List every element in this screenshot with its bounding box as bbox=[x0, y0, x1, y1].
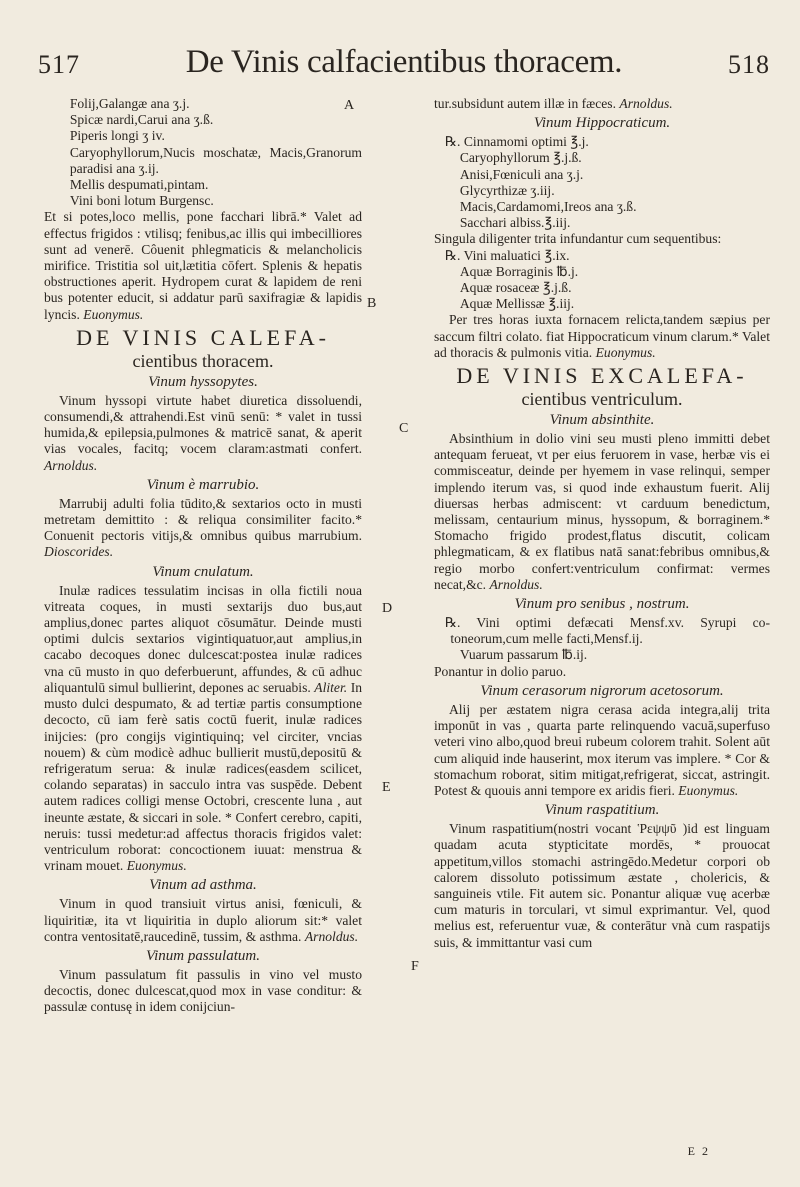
paragraph: Singula diligenter trita infundantur cum sequentibus: bbox=[434, 231, 722, 247]
paragraph-text: tur.subsidunt autem illæ in fæces. bbox=[434, 96, 616, 111]
section-subtitle: cientibus thoracem. bbox=[132, 350, 274, 371]
author-citation: Aliter. bbox=[314, 679, 348, 695]
recipe-line: Folij,Galangæ ana ʒ.j. bbox=[69, 96, 190, 111]
paragraph-text: Alij per æstatem nigra cerasa acida integra,alij trita imponūt in vas , quarta parte relinquendo vacuā,superfuso veteri vino albo,quod breui rubeum colorem trahit. Solent aūt cum aliquid inde hauserint, mox iterum vas implere. * Cor & stomachum roborat, sitim mitigat,refrigerat, siccat, astringit. Potest & quouis anni tempore ex aridis fieri. bbox=[434, 701, 770, 798]
paragraph-text: Vinum in quod transiuit virtus anisi, fœniculi, & liquiritiæ, ita vt liquiritia in duplo aliorum sit:* valet contra ventositatē,raucedinē, tussim, & asthma. bbox=[44, 896, 362, 944]
recipe-heading: Vinum hyssopytes. bbox=[148, 373, 258, 390]
margin-letter-c: C bbox=[399, 421, 409, 436]
author-citation: Arnoldus. bbox=[489, 576, 543, 592]
right-column bbox=[434, 96, 770, 951]
recipe-heading: Vinum cnulatum. bbox=[152, 563, 254, 580]
author-citation: Euonymus. bbox=[678, 782, 739, 798]
author-citation: Arnoldus. bbox=[304, 928, 359, 944]
recipe-line: ℞. Vini maluatici ℥.ix. bbox=[444, 247, 570, 263]
paragraph: Vinum raspatitium(nostri vocant Ῥεψψῦ )id est linguam quadam acuta stypticitate mordēs, * prouocat appetitum,villos stomachi astringēdo.Medetur corpori ob calorem dissoluto potissimum æstate , cholericis, & sanguineis vtile. Fit autem sic. Ponantur aliquæ vuę acerbæ cum maturis in torculari, vt simul exprimantur. Vel, quod melius est, referuentur vuæ, & conterātur vnà cum raspatijs suis, & immittantur vasi cum bbox=[434, 821, 770, 950]
author-citation: Euonymus. bbox=[83, 306, 144, 322]
paragraph: Ponantur in dolio paruo. bbox=[434, 663, 567, 679]
recipe-line: Sacchari albiss.℥.iij. bbox=[459, 215, 571, 231]
paragraph bbox=[434, 702, 770, 799]
paragraph bbox=[44, 209, 362, 322]
page-number-left: 517 bbox=[38, 50, 80, 79]
recipe-line: ℞. Cinnamomi optimi ℥.j. bbox=[444, 134, 589, 150]
author-citation: Dioscorides. bbox=[44, 544, 114, 560]
recipe-heading: Vinum pro senibus , nostrum. bbox=[514, 596, 690, 613]
recipe-heading: Vinum raspatitium. bbox=[544, 802, 660, 819]
paragraph bbox=[434, 96, 770, 112]
recipe-line: Caryophyllorum ℥.j.ß. bbox=[459, 150, 582, 166]
author-citation: Euonymus. bbox=[595, 344, 656, 360]
recipe-line: Aquæ Borraginis ℔.j. bbox=[459, 263, 579, 279]
paragraph-text: Per tres horas iuxta fornacem relicta,tandem sæpius per saccum filtri colato. fiat Hippocraticum vinum clarum.* Valet ad thoracis & pulmonis vitia. bbox=[434, 312, 770, 360]
recipe-line: Mellis despumati,pintam. bbox=[69, 177, 209, 193]
recipe-line: Glycyrthizæ ʒ.iij. bbox=[459, 182, 555, 198]
paragraph bbox=[44, 393, 362, 474]
section-title: DE VINIS CALEFA- bbox=[76, 324, 330, 350]
paragraph bbox=[44, 896, 362, 945]
recipe-line: Caryophyllorum,Nucis moschatæ, Macis,Granorum paradisi ana ʒ.ij. bbox=[69, 144, 362, 176]
recipe-heading: Vinum Hippocraticum. bbox=[533, 115, 671, 132]
recipe-line: Aquæ rosaceæ ℥.j.ß. bbox=[459, 280, 572, 296]
recipe-line: Anisi,Fœniculi ana ʒ.j. bbox=[459, 166, 584, 182]
page-header bbox=[38, 44, 770, 94]
author-citation: Euonymus. bbox=[126, 858, 187, 874]
author-citation: Arnoldus. bbox=[44, 457, 98, 473]
paragraph-text: Absinthium in dolio vini seu musti pleno immitti debet antequam ferueat, vt per eius feruorem in vase, herbæ vis ei commisceatur, deinde per hyemem in vase relinqui, semper implendo iterum vas, si quod inde exhaustum fuerit. Alij diuersas herbas admiscent: vt carduum benedictum, melissam, centaurium minus, hyssopum, & borraginem.* Stomacho frigido prodest,flatus discutit, colicam phlegmaticam, & ex flatibus natā sanat:febribus omnibus,& regio morbo confert:ventriculum confirmat: vermes necat,&c. bbox=[434, 431, 770, 592]
margin-letter-b: B bbox=[367, 296, 377, 311]
margin-letter-e: E bbox=[382, 780, 391, 795]
recipe-heading: Vinum cerasorum nigrorum acetosorum. bbox=[480, 682, 724, 699]
running-title: De Vinis calfacientibus thoracem. bbox=[185, 44, 623, 80]
recipe-line: ℞. Vini optimi defæcati Mensf.xv. Syrupi co-toneorum,cum melle facti,Mensf.ij. bbox=[444, 615, 770, 647]
paragraph bbox=[434, 312, 770, 361]
paragraph-text: Et si potes,loco mellis, pone facchari librā.* Valet ad effectus frigidos : vtilisq; fenibus,ac illis qui imbecilliores sunt ad venerē. Côuenit phlegmaticis & melancholicis mirifice. Tristitia sol uit,lætitia cōfert. Splenis & hepatis obstructiones aperit. Hydropem curat & lapidem de reni bus potenter educit, si addatur parū saxifragiæ & lapidis lyncis. bbox=[44, 209, 362, 322]
recipe-line: Vini boni lotum Burgensc. bbox=[69, 193, 214, 209]
recipe-heading: Vinum è marrubio. bbox=[146, 476, 260, 493]
author-citation: Arnoldus. bbox=[619, 96, 673, 111]
paragraph-text: Marrubij adulti folia tūdito,& sextarios octo in musti metretam demittito : & reliqua consimiliter facito.* Conuenit pectoris vitijs,& omnibus quibus marrubium. bbox=[44, 495, 362, 544]
recipe-heading: Vinum absinthite. bbox=[549, 412, 655, 429]
recipe-line: Piperis longi ʒ iv. bbox=[69, 128, 165, 144]
recipe-heading: Vinum passulatum. bbox=[146, 947, 260, 964]
paragraph bbox=[44, 583, 362, 875]
recipe-line: Vuarum passarum ℔.ij. bbox=[459, 647, 588, 663]
left-column bbox=[44, 96, 362, 1016]
section-subtitle: cientibus ventriculum. bbox=[521, 389, 683, 410]
margin-letter-f: F bbox=[411, 959, 419, 974]
section-title: DE VINIS EXCALEFA- bbox=[456, 363, 748, 389]
paragraph: Vinum passulatum fit passulis in vino vel musto decoctis, donec dulcescat,quod mox in vase conditur: & passulæ contusę in idem conijciun- bbox=[44, 966, 362, 1015]
page-number-right: 518 bbox=[728, 50, 770, 79]
paragraph-text: Inulæ radices tessulatim incisas in olla fictili noua vitreata coques, in musti sextarijs duo bus,aut amplius,donec partes aliquot cōsumātur. Deinde musti optimi dulcis sextarios vigintiquatuor,aut amplius,in cacabo decoques donec dulcescat:postea inulæ radices vna cū musto in quo deferbuerunt, affundes, & cū adhuc aliquantulū simul bullierint, depones ac seruabis. bbox=[44, 582, 362, 695]
paragraph-text: In musto dulci despumato, & ad tertiæ partis consumptione decocto, cū iam ferè satis coctū fuerit, inulæ radices inijcies: (pro congijs vigintiquinq; vel circiter, vncias nouem) & cùm modicè adhuc bullierit mustū,depositū & refrigeratum serua: & inulæ radices(easdem scilicet, colando separatas) in sacculo intra vas suspēde. Debent autem radices colligi mense Octobri, crescente luna , aut ineunte æstate, & siccari in sole. * Confert cerebro, capiti, neruis: tussi medetur:ad affectus thoracis frigidos valet: ventriculum roborat: concoctionem iuuat: menstrua & vrinam mouet. bbox=[44, 679, 363, 874]
recipe-line: Aquæ Mellissæ ℥.iij. bbox=[459, 296, 575, 312]
recipe-heading: Vinum ad asthma. bbox=[149, 877, 257, 894]
recipe-line: Spicæ nardi,Carui ana ʒ.ß. bbox=[69, 112, 214, 128]
margin-letter-a: A bbox=[344, 98, 355, 113]
signature-mark: E 2 bbox=[687, 1144, 710, 1158]
margin-letter-d: D bbox=[382, 601, 393, 616]
paragraph bbox=[434, 431, 770, 593]
paragraph bbox=[44, 496, 362, 561]
paragraph-text: Vinum hyssopi virtute habet diuretica dissoluendi, consumendi,& attrahendi.Est vinū senū: * valet in tussi humida,& epilepsia,pulmones & matricē sanat, & aperit vias vocales, facitq; vocem claram:astmati confert. bbox=[44, 392, 362, 457]
recipe-line: Macis,Cardamomi,Ireos ana ʒ.ß. bbox=[459, 199, 637, 215]
